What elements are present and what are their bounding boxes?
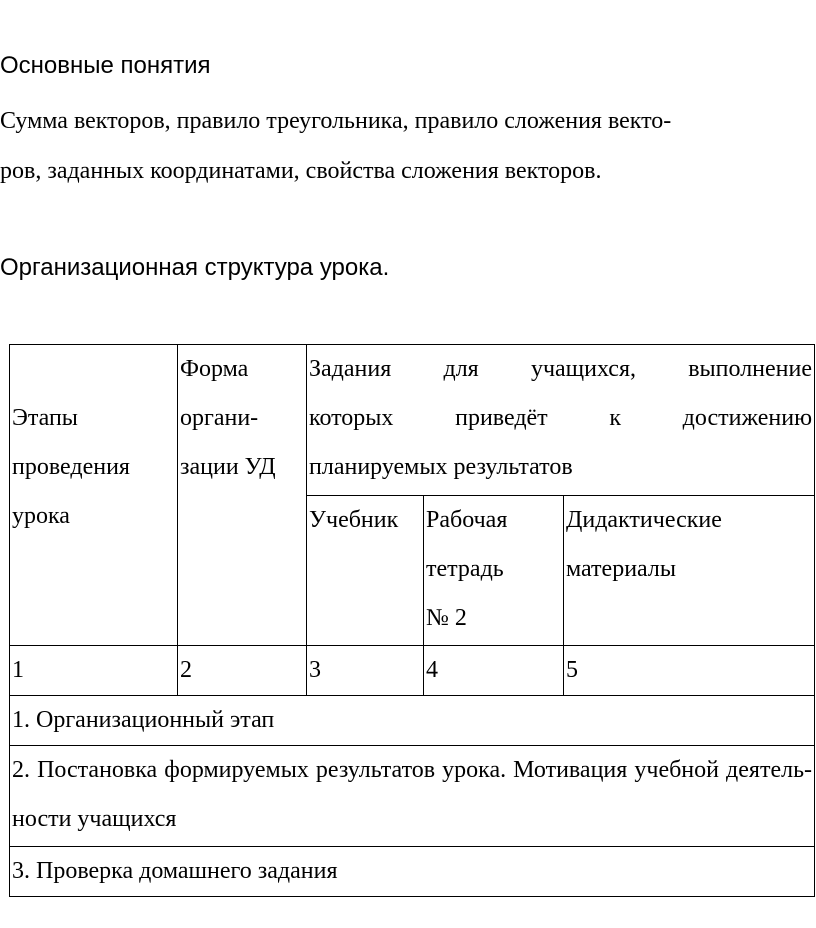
subheader-workbook-line-2: тетрадь	[426, 556, 504, 582]
number-cell-4: 4	[424, 646, 564, 696]
subheader-didactic	[564, 496, 815, 646]
header-stages-line-1: Этапы	[12, 405, 78, 431]
header-form	[178, 345, 307, 646]
header-form-line-3: зации УД	[180, 454, 276, 480]
header-stages-line-3: урока	[12, 503, 70, 529]
subheader-workbook	[424, 496, 564, 646]
concepts-line-2: ров, заданных координатами, свойства сложения векторов.	[0, 158, 602, 184]
table-number-row	[10, 646, 815, 696]
header-stages-line-2: проведения	[12, 454, 130, 480]
header-form-line-1: Форма	[180, 356, 249, 382]
stage-row-1: 1. Организационный этап	[10, 696, 815, 746]
number-cell-3: 3	[307, 646, 424, 696]
header-form-line-2: органи-	[180, 405, 259, 431]
heading-lesson-structure: Организационная структура урока.	[0, 254, 390, 281]
table-row	[10, 746, 815, 847]
heading-basic-concepts: Основные понятия	[0, 52, 211, 79]
subheader-workbook-line-3: № 2	[426, 605, 467, 631]
header-tasks-line-1: Задания для учащихся, выполнение	[309, 356, 813, 382]
number-cell-2: 2	[178, 646, 307, 696]
concepts-paragraph	[0, 96, 816, 196]
stage-row-2: 2. Постановка формируемых результатов урока. Мотивация учебной деятель- ности учащихся	[10, 746, 815, 847]
header-tasks-line-2: которых приведёт к достижению	[309, 405, 813, 431]
table-header-row	[10, 345, 815, 496]
subheader-textbook: Учебник	[307, 496, 424, 646]
number-cell-5: 5	[564, 646, 815, 696]
header-tasks-line-3: планируемых результатов	[309, 454, 573, 480]
table-row	[10, 696, 815, 746]
header-tasks	[307, 345, 815, 496]
subheader-didactic-line-1: Дидактические	[566, 507, 722, 533]
subheader-didactic-line-2: материалы	[566, 556, 677, 582]
header-stages	[10, 345, 178, 646]
stage-row-3: 3. Проверка домашнего задания	[10, 847, 815, 897]
lesson-structure-table	[9, 344, 815, 897]
subheader-workbook-line-1: Рабочая	[426, 507, 508, 533]
table-row	[10, 847, 815, 897]
number-cell-1: 1	[10, 646, 178, 696]
concepts-line-1: Сумма векторов, правило треугольника, правило сложения векто-	[0, 108, 672, 134]
